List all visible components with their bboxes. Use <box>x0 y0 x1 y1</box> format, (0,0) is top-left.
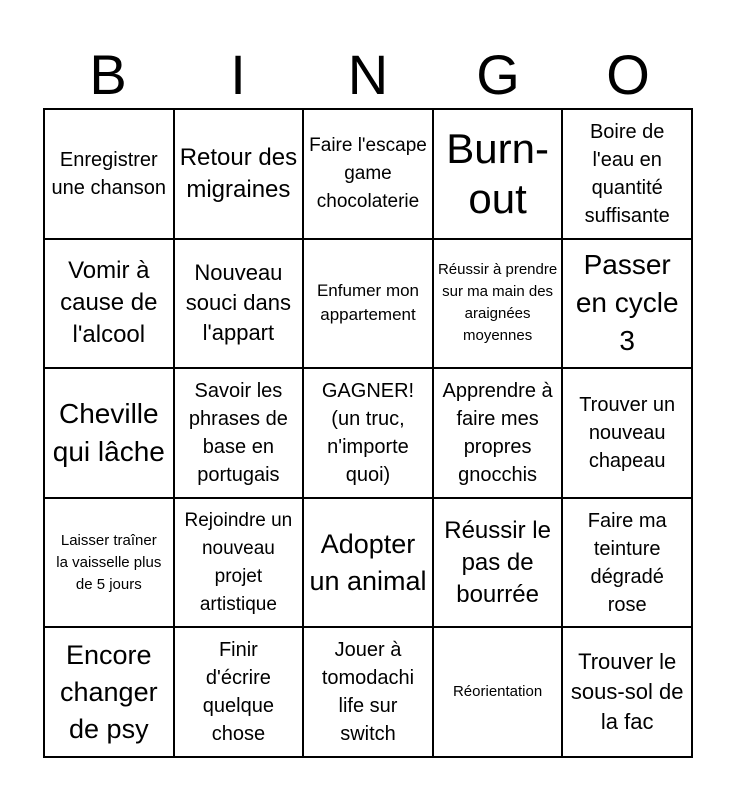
bingo-cell[interactable] <box>303 498 433 628</box>
bingo-cell[interactable] <box>562 498 692 628</box>
cell-text: Burn-out <box>446 124 549 222</box>
cell-text: Jouer à tomodachi life sur switch <box>321 639 415 746</box>
bingo-cell[interactable] <box>174 627 304 757</box>
cell-text: Réussir le pas de bourrée <box>444 516 551 608</box>
cell-text: Passer en cycle 3 <box>575 249 679 357</box>
cell-text: Retour des migraines <box>179 143 298 203</box>
cell-text: Faire l'escape game chocolaterie <box>309 134 427 212</box>
bingo-cell[interactable] <box>433 627 563 757</box>
cell-text: Vomir à cause de l'alcool <box>60 257 158 349</box>
header-letter-o: O <box>606 43 650 106</box>
cell-text: GAGNER! (un truc, n'importe quoi) <box>321 379 415 486</box>
bingo-cell[interactable] <box>44 498 174 628</box>
bingo-grid <box>43 108 693 758</box>
bingo-cell[interactable] <box>303 109 433 239</box>
cell-text: Enfumer mon appartement <box>316 281 420 325</box>
cell-text: Laisser traîner la vaisselle plus de 5 jours <box>56 531 162 593</box>
cell-text: Trouver le sous-sol de la fac <box>570 649 684 735</box>
bingo-cell[interactable] <box>433 109 563 239</box>
bingo-cell[interactable] <box>433 239 563 369</box>
cell-text: Encore changer de psy <box>60 639 158 744</box>
cell-text: Apprendre à faire mes propres gnocchis <box>442 379 553 486</box>
bingo-cell[interactable] <box>174 498 304 628</box>
cell-text: Savoir les phrases de base en portugais <box>188 379 288 486</box>
cell-text: Faire ma teinture dégradé rose <box>587 509 667 616</box>
bingo-header <box>43 42 693 108</box>
header-letter-g: G <box>476 43 520 106</box>
bingo-cell[interactable] <box>562 109 692 239</box>
bingo-cell[interactable] <box>174 109 304 239</box>
cell-text: Nouveau souci dans l'appart <box>185 260 291 346</box>
cell-text: Boire de l'eau en quantité suffisante <box>584 120 670 227</box>
cell-text: Finir d'écrire quelque chose <box>202 639 274 746</box>
bingo-cell[interactable] <box>562 239 692 369</box>
bingo-cell[interactable] <box>174 368 304 498</box>
bingo-cell[interactable] <box>433 368 563 498</box>
bingo-cell[interactable] <box>303 239 433 369</box>
cell-text: Rejoindre un nouveau projet artistique <box>184 509 293 615</box>
cell-text: Cheville qui lâche <box>52 397 165 467</box>
bingo-cell[interactable] <box>303 627 433 757</box>
cell-text: Adopter un animal <box>309 528 427 596</box>
bingo-cell[interactable] <box>44 239 174 369</box>
bingo-cell[interactable] <box>44 368 174 498</box>
header-letter-n: N <box>347 43 389 106</box>
bingo-cell[interactable] <box>303 368 433 498</box>
cell-text: Trouver un nouveau chapeau <box>579 393 676 472</box>
header-letter-b: B <box>89 43 127 106</box>
bingo-cell[interactable] <box>562 627 692 757</box>
cell-text: Réussir à prendre sur ma main des araignées moyennes <box>437 261 558 345</box>
bingo-cell[interactable] <box>44 109 174 239</box>
header-letter-i: I <box>230 43 246 106</box>
cell-text: Enregistrer une chanson <box>51 148 167 199</box>
bingo-cell[interactable] <box>174 239 304 369</box>
cell-text: Réorientation <box>452 683 543 701</box>
bingo-cell[interactable] <box>44 627 174 757</box>
bingo-cell[interactable] <box>433 498 563 628</box>
bingo-cell[interactable] <box>562 368 692 498</box>
